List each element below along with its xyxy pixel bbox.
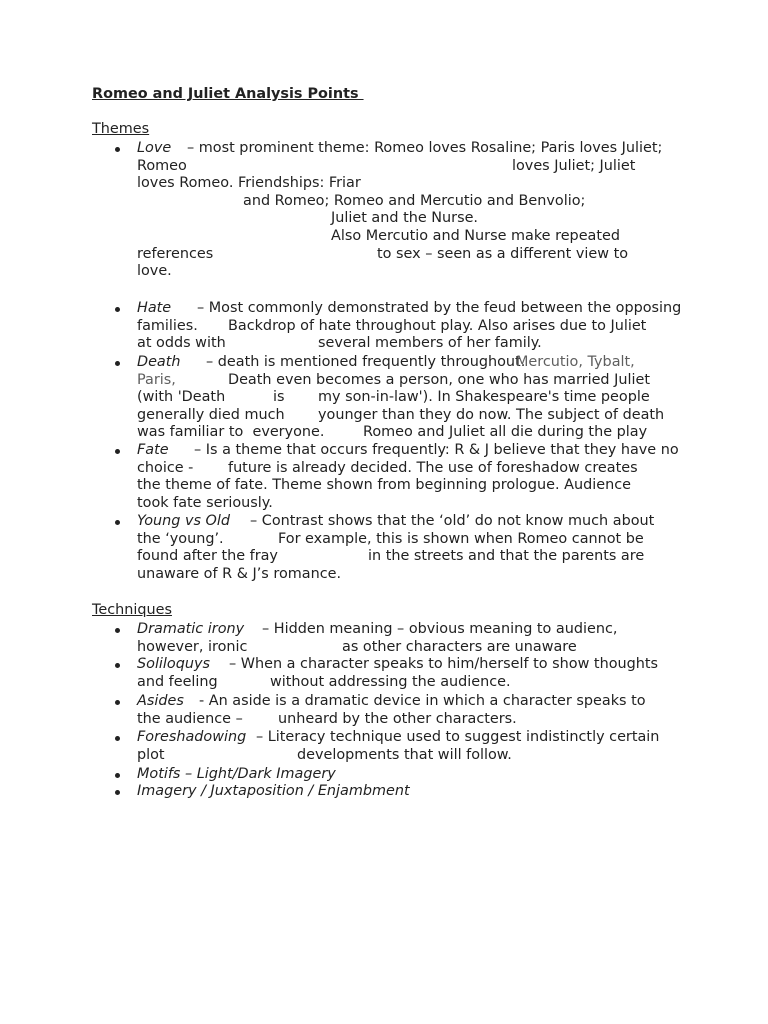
text-line [0, 747, 768, 765]
technique-item [0, 729, 768, 764]
text-line [0, 531, 768, 549]
text-segment: without addressing the audience. [270, 673, 511, 690]
text-segment: is [273, 389, 285, 406]
theme-item [0, 442, 768, 512]
text-line [0, 656, 768, 674]
text-line [0, 639, 768, 657]
bullet-term: Young vs Old [137, 513, 231, 529]
text-line [0, 228, 768, 246]
text-line [0, 693, 768, 711]
text-line [0, 246, 768, 264]
text-segment: families. [137, 317, 198, 334]
text-segment: – death is mentioned frequently throughout. [206, 354, 526, 370]
text-line [0, 263, 768, 281]
bullet-term: Death [137, 354, 181, 370]
text-line [0, 372, 768, 390]
text-segment: to sex – seen as a different view to [377, 245, 629, 262]
text-segment: the ‘young’. [137, 530, 224, 547]
bullet-term: Fate [137, 442, 169, 458]
bullet-term: Soliloquys [137, 656, 211, 672]
text-segment: - An aside is a dramatic device in which a character speaks to [199, 693, 646, 709]
text-segment: Paris, [137, 371, 176, 388]
text-segment: Romeo and Juliet all die during the play [363, 424, 648, 441]
text-line [0, 175, 768, 193]
text-segment: Mercutio, Tybalt, [516, 354, 635, 370]
text-line [0, 566, 768, 584]
text-line [0, 335, 768, 353]
theme-item [0, 300, 768, 353]
text-segment: was familiar to everyone. [137, 424, 325, 441]
technique-item [0, 621, 768, 656]
text-segment: future is already decided. The use of foreshadow creates [228, 459, 638, 476]
text-segment: references [137, 245, 214, 262]
text-segment: – Contrast shows that the ‘old’ do not know much about [250, 513, 655, 529]
text-line [0, 711, 768, 729]
bullet-term: Hate [137, 300, 172, 316]
text-segment: love. [137, 263, 172, 280]
text-segment: developments that will follow. [297, 746, 512, 763]
text-segment: – When a character speaks to him/herself to show thoughts [229, 656, 659, 672]
text-line [0, 442, 768, 460]
text-segment: – Is a theme that occurs frequently: R & J believe that they have no [194, 442, 679, 458]
text-segment: (with 'Death [137, 389, 226, 406]
text-segment: Romeo [137, 157, 187, 174]
text-segment: Backdrop of hate throughout play. Also arises due to Juliet [228, 317, 647, 334]
text-segment: choice - [137, 459, 194, 476]
text-line [0, 766, 768, 784]
text-line [0, 495, 768, 513]
text-line [0, 193, 768, 211]
text-line [0, 407, 768, 425]
text-segment: – Literacy technique used to suggest indistinctly certain [256, 729, 660, 745]
technique-item [0, 783, 768, 801]
text-segment: loves Juliet; Juliet [512, 157, 636, 174]
text-line [0, 318, 768, 336]
technique-item [0, 766, 768, 784]
text-line [0, 460, 768, 478]
text-segment: the audience – [137, 710, 243, 727]
text-line [0, 424, 768, 442]
text-line [0, 300, 768, 318]
text-line [0, 729, 768, 747]
document-title: Romeo and Juliet Analysis Points [92, 86, 364, 102]
bullet-term: Imagery / Juxtaposition / Enjambment [137, 783, 410, 799]
text-segment: – most prominent theme: Romeo loves Rosaline; Paris loves Juliet; [187, 140, 663, 156]
text-segment: unheard by the other characters. [278, 710, 517, 727]
text-line [0, 210, 768, 228]
text-segment: For example, this is shown when Romeo cannot be [278, 530, 644, 547]
text-line [0, 158, 768, 176]
text-segment: at odds with [137, 335, 226, 352]
text-segment: – Most commonly demonstrated by the feud between the opposing [197, 300, 682, 316]
text-line [0, 140, 768, 158]
theme-item [0, 140, 768, 281]
text-line [0, 477, 768, 495]
theme-item [0, 513, 768, 583]
text-line [0, 621, 768, 639]
text-segment: generally died much [137, 406, 285, 423]
bullet-term: Foreshadowing [137, 729, 247, 745]
text-segment: plot [137, 746, 165, 763]
text-segment: Death even becomes a person, one who has married Juliet [228, 371, 650, 388]
bullet-term: Motifs – Light/Dark Imagery [137, 766, 336, 782]
techniques-heading: Techniques [92, 602, 172, 618]
text-segment: took fate seriously. [137, 494, 273, 511]
bullet-term: Dramatic irony [137, 621, 245, 637]
text-line [0, 674, 768, 692]
text-segment: loves Romeo. Friendships: Friar [137, 175, 361, 192]
bullet-term: Asides [137, 693, 184, 709]
technique-item [0, 693, 768, 728]
text-line [0, 513, 768, 531]
text-line [0, 783, 768, 801]
text-segment: Also Mercutio and Nurse make repeated [331, 227, 620, 244]
text-segment: and Romeo; Romeo and Mercutio and Benvolio; [243, 192, 586, 209]
text-segment: however, ironic [137, 638, 248, 655]
text-line [0, 389, 768, 407]
technique-item [0, 656, 768, 691]
text-segment: found after the fray [137, 548, 278, 565]
text-segment: in the streets and that the parents are [368, 548, 645, 565]
bullet-term: Love [137, 140, 172, 156]
text-segment: and feeling [137, 673, 218, 690]
text-segment: my son-in-law'). In Shakespeare's time people [318, 389, 650, 406]
theme-item [0, 354, 768, 442]
text-line [0, 354, 768, 372]
text-segment: the theme of fate. Theme shown from beginning prologue. Audience [137, 477, 632, 494]
text-segment: – Hidden meaning – obvious meaning to audienc, [262, 621, 618, 637]
themes-heading: Themes [92, 121, 150, 137]
text-segment: as other characters are unaware [342, 638, 577, 655]
text-segment: unaware of R & J’s romance. [137, 565, 342, 582]
text-segment: younger than they do now. The subject of death [318, 406, 665, 423]
text-segment: Juliet and the Nurse. [331, 210, 478, 227]
text-line [0, 548, 768, 566]
text-segment: several members of her family. [318, 335, 542, 352]
